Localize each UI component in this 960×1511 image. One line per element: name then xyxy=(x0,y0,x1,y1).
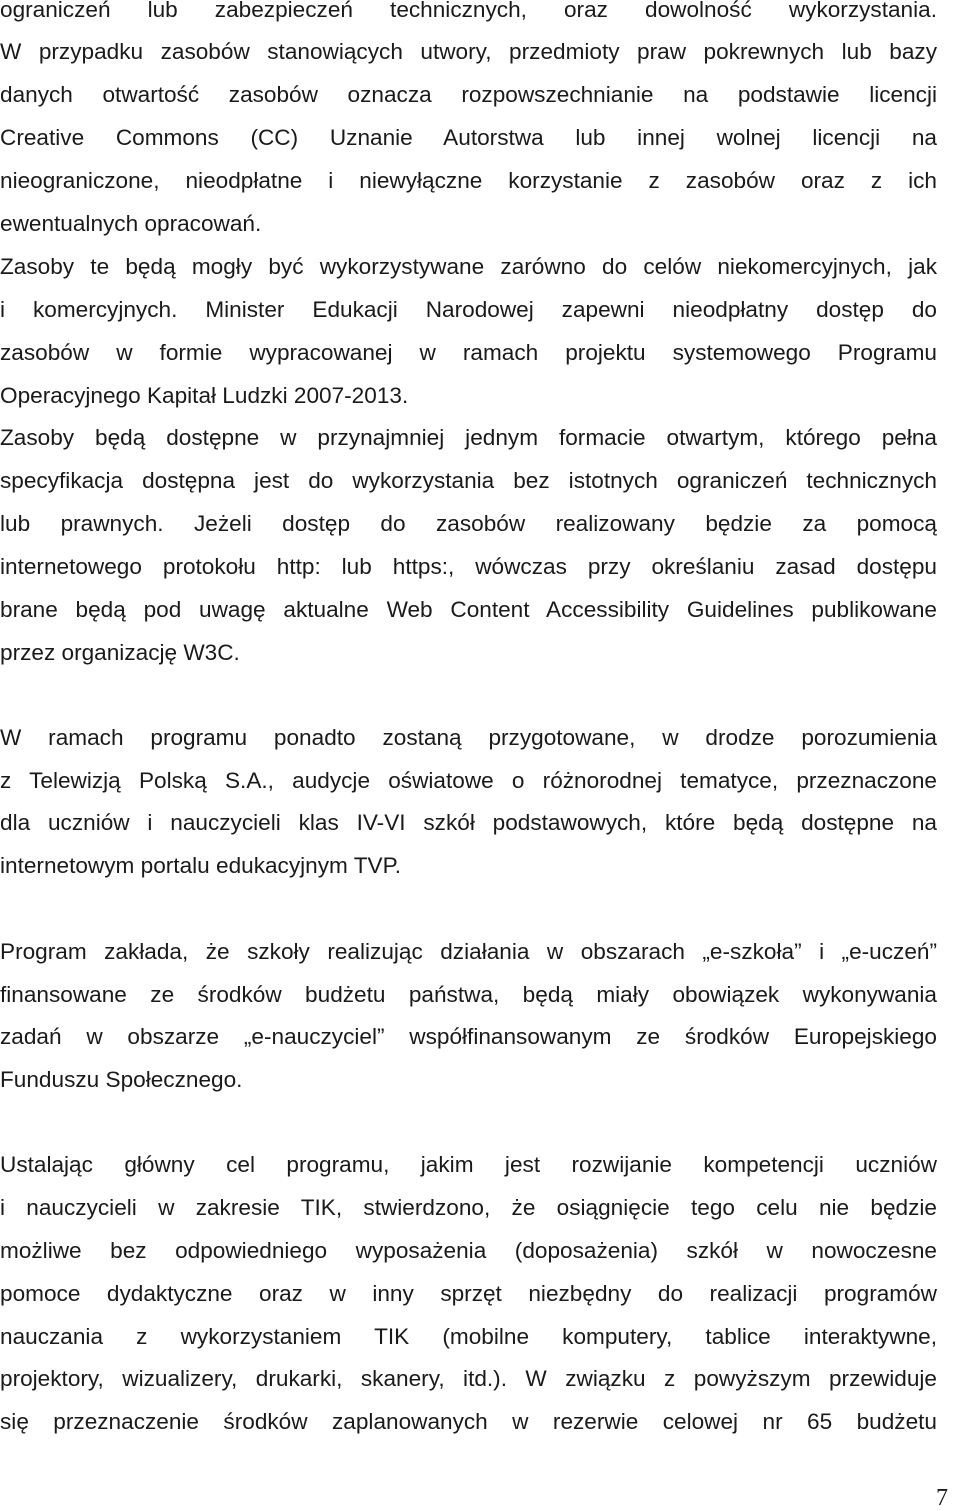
page-number: 7 xyxy=(936,1485,948,1511)
text-line: Creative Commons (CC) Uznanie Autorstwa lub innej wolnej licencji na xyxy=(0,125,937,150)
text-line: zadań w obszarze „e-nauczyciel” współfinansowanym ze środków Europejskiego xyxy=(0,1024,937,1049)
text-line: nauczania z wykorzystaniem TIK (mobilne komputery, tablice interaktywne, xyxy=(0,1324,937,1349)
text-line: się przeznaczenie środków zaplanowanych w rezerwie celowej nr 65 budżetu xyxy=(0,1409,937,1434)
text-line: ewentualnych opracowań. xyxy=(0,211,262,236)
text-line: zasobów w formie wypracowanej w ramach projektu systemowego Programu xyxy=(0,340,937,365)
text-line: pomoce dydaktyczne oraz w inny sprzęt niezbędny do realizacji programów xyxy=(0,1281,937,1306)
text-line: Operacyjnego Kapitał Ludzki 2007-2013. xyxy=(0,383,409,408)
text-line: z Telewizją Polską S.A., audycje oświatowe o różnorodnej tematyce, przeznaczone xyxy=(0,768,937,793)
text-line: specyfikacja dostępna jest do wykorzystania bez istotnych ograniczeń technicznych xyxy=(0,468,937,493)
text-line: brane będą pod uwagę aktualne Web Content Accessibility Guidelines publikowane xyxy=(0,597,937,622)
text-line: internetowym portalu edukacyjnym TVP. xyxy=(0,853,402,878)
text-line: nieograniczone, nieodpłatne i niewyłączne korzystanie z zasobów oraz z ich xyxy=(0,168,937,193)
text-line: finansowane ze środków budżetu państwa, będą miały obowiązek wykonywania xyxy=(0,982,937,1007)
text-line: Zasoby będą dostępne w przynajmniej jednym formacie otwartym, którego pełna xyxy=(0,425,937,450)
text-line: i komercyjnych. Minister Edukacji Narodowej zapewni nieodpłatny dostęp do xyxy=(0,297,937,322)
text-line: W przypadku zasobów stanowiących utwory, przedmioty praw pokrewnych lub bazy xyxy=(0,39,937,64)
text-line: Program zakłada, że szkoły realizując działania w obszarach „e-szkoła” i „e-uczeń” xyxy=(0,939,937,964)
text-line: Zasoby te będą mogły być wykorzystywane zarówno do celów niekomercyjnych, jak xyxy=(0,254,937,279)
text-line: lub prawnych. Jeżeli dostęp do zasobów realizowany będzie za pomocą xyxy=(0,511,937,536)
text-line: danych otwartość zasobów oznacza rozpowszechnianie na podstawie licencji xyxy=(0,82,937,107)
text-line: przez organizację W3C. xyxy=(0,640,240,665)
text-line: Ustalając główny cel programu, jakim jest rozwijanie kompetencji uczniów xyxy=(0,1152,937,1177)
text-line: możliwe bez odpowiedniego wyposażenia (doposażenia) szkół w nowoczesne xyxy=(0,1238,937,1263)
text-line: projektory, wizualizery, drukarki, skanery, itd.). W związku z powyższym przewiduje xyxy=(0,1366,937,1391)
text-line: i nauczycieli w zakresie TIK, stwierdzono, że osiągnięcie tego celu nie będzie xyxy=(0,1195,937,1220)
text-line: internetowego protokołu http: lub https:, wówczas przy określaniu zasad dostępu xyxy=(0,554,937,579)
text-line: W ramach programu ponadto zostaną przygotowane, w drodze porozumienia xyxy=(0,725,937,750)
text-line: Funduszu Społecznego. xyxy=(0,1067,243,1092)
text-line: ograniczeń lub zabezpieczeń technicznych, oraz dowolność wykorzystania. xyxy=(0,0,937,22)
text-line: dla uczniów i nauczycieli klas IV-VI szkół podstawowych, które będą dostępne na xyxy=(0,810,937,835)
